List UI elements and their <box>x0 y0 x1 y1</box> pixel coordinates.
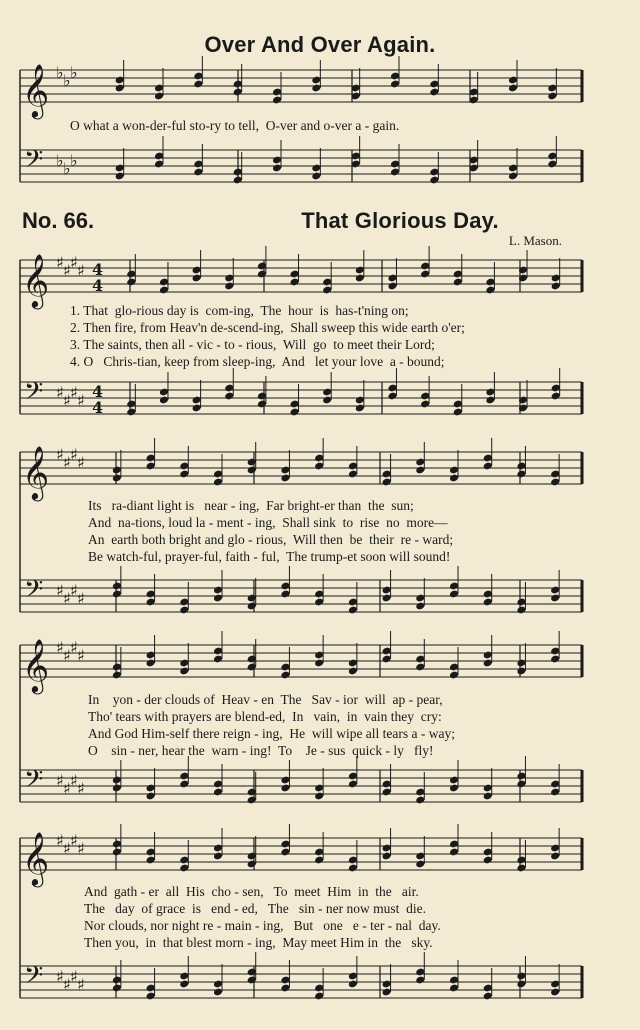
sharp-key-signature-icon: ♯ <box>63 975 71 994</box>
sharp-key-signature-icon: ♯ <box>77 391 85 410</box>
lyric-s3-l1: In yon - der clouds of Heav - en The Sav - ior will ap - pear, <box>88 692 443 707</box>
sharp-key-signature-icon: ♯ <box>70 253 78 272</box>
lyric-s4-l2: The day of grace is end - ed, The sin - ner now must die. <box>84 901 427 916</box>
lyric-s1-l1: 1. That glo-rious day is com-ing, The hour is has-t'ning on; <box>70 303 409 318</box>
treble-clef-icon: 𝄞 <box>22 445 50 499</box>
sharp-key-signature-icon: ♯ <box>63 391 71 410</box>
sharp-key-signature-icon: ♯ <box>56 638 64 657</box>
flat-key-signature-icon: ♭ <box>63 159 71 178</box>
lyric-s3-l4: O sin - ner, hear the warn - ing! To Je - sus quick - ly fly! <box>88 743 434 758</box>
sharp-key-signature-icon: ♯ <box>77 453 85 472</box>
sharp-key-signature-icon: ♯ <box>70 581 78 600</box>
sharp-key-signature-icon: ♯ <box>77 261 85 280</box>
sharp-key-signature-icon: ♯ <box>77 779 85 798</box>
bass-clef-icon: 𝄢 <box>24 961 44 996</box>
lyric-s1-l4: 4. O Chris-tian, keep from sleep-ing, And let your love a - bound; <box>70 354 445 369</box>
sharp-key-signature-icon: ♯ <box>56 383 64 402</box>
lyric-s2-l4: Be watch-ful, prayer-ful, faith - ful, The trump-et soon will sound! <box>88 549 451 564</box>
lyric-s4-l4: Then you, in that blest morn - ing, May meet Him in the sky. <box>84 935 433 950</box>
bass-clef-icon: 𝄢 <box>24 377 44 412</box>
time-signature-numerator: 4 <box>92 260 104 279</box>
sharp-key-signature-icon: ♯ <box>77 975 85 994</box>
sharp-key-signature-icon: ♯ <box>56 771 64 790</box>
lyric-s1-l3: 3. The saints, then all - vic - to - rious, Will go to meet their Lord; <box>70 337 435 352</box>
sharp-key-signature-icon: ♯ <box>56 253 64 272</box>
lyric-s2-l2: And na-tions, loud la - ment - ing, Shall sink to rise no more— <box>88 515 448 530</box>
treble-clef-icon: 𝄞 <box>22 253 50 307</box>
sharp-key-signature-icon: ♯ <box>63 589 71 608</box>
time-signature-denominator: 4 <box>92 276 104 295</box>
treble-clef-icon: 𝄞 <box>22 63 50 117</box>
lyric-s4-l1: And gath - er all His cho - sen, To meet Him in the air. <box>84 884 419 899</box>
treble-clef-icon: 𝄞 <box>22 831 50 885</box>
sharp-key-signature-icon: ♯ <box>63 839 71 858</box>
flat-key-signature-icon: ♭ <box>63 71 71 90</box>
time-signature-numerator: 4 <box>92 382 104 401</box>
sharp-key-signature-icon: ♯ <box>70 967 78 986</box>
treble-clef-icon: 𝄞 <box>22 638 50 692</box>
lyric-s1-l2: 2. Then fire, from Heav'n de-scend-ing, Shall sweep this wide earth o'er; <box>70 320 465 335</box>
flat-key-signature-icon: ♭ <box>56 151 64 170</box>
time-signature-denominator: 4 <box>92 398 104 417</box>
lyric-s4-l3: Nor clouds, nor night re - main - ing, But one e - ter - nal day. <box>84 918 441 933</box>
bass-clef-icon: 𝄢 <box>24 765 44 800</box>
flat-key-signature-icon: ♭ <box>70 151 78 170</box>
flat-key-signature-icon: ♭ <box>70 63 78 82</box>
top-hymn-lyric-line: O what a won-der-ful sto-ry to tell, O-ver and o-ver a - gain. <box>70 118 400 133</box>
sharp-key-signature-icon: ♯ <box>56 445 64 464</box>
sharp-key-signature-icon: ♯ <box>63 646 71 665</box>
sharp-key-signature-icon: ♯ <box>70 638 78 657</box>
sharp-key-signature-icon: ♯ <box>56 581 64 600</box>
sharp-key-signature-icon: ♯ <box>77 839 85 858</box>
sharp-key-signature-icon: ♯ <box>77 589 85 608</box>
sharp-key-signature-icon: ♯ <box>77 646 85 665</box>
sharp-key-signature-icon: ♯ <box>56 831 64 850</box>
bass-clef-icon: 𝄢 <box>24 575 44 610</box>
hymn-number: No. 66. <box>22 208 95 233</box>
top-hymn-title: Over And Over Again. <box>204 32 436 57</box>
sharp-key-signature-icon: ♯ <box>70 445 78 464</box>
bass-clef-icon: 𝄢 <box>24 145 44 180</box>
lyric-s2-l3: An earth both bright and glo - rious, Will then be their re - ward; <box>88 532 454 547</box>
sharp-key-signature-icon: ♯ <box>63 261 71 280</box>
hymn-title: That Glorious Day. <box>301 208 499 233</box>
sharp-key-signature-icon: ♯ <box>70 383 78 402</box>
lyric-s2-l1: Its ra-diant light is near - ing, Far bright-er than the sun; <box>88 498 414 513</box>
sharp-key-signature-icon: ♯ <box>70 831 78 850</box>
lyric-s3-l2: Tho' tears with prayers are blend-ed, In vain, in vain they cry: <box>88 709 442 724</box>
composer-credit: L. Mason. <box>508 233 562 248</box>
lyric-s3-l3: And God Him-self there reign - ing, He will wipe all tears a - way; <box>88 726 456 741</box>
sharp-key-signature-icon: ♯ <box>70 771 78 790</box>
sharp-key-signature-icon: ♯ <box>63 779 71 798</box>
sharp-key-signature-icon: ♯ <box>56 967 64 986</box>
flat-key-signature-icon: ♭ <box>56 63 64 82</box>
sharp-key-signature-icon: ♯ <box>63 453 71 472</box>
